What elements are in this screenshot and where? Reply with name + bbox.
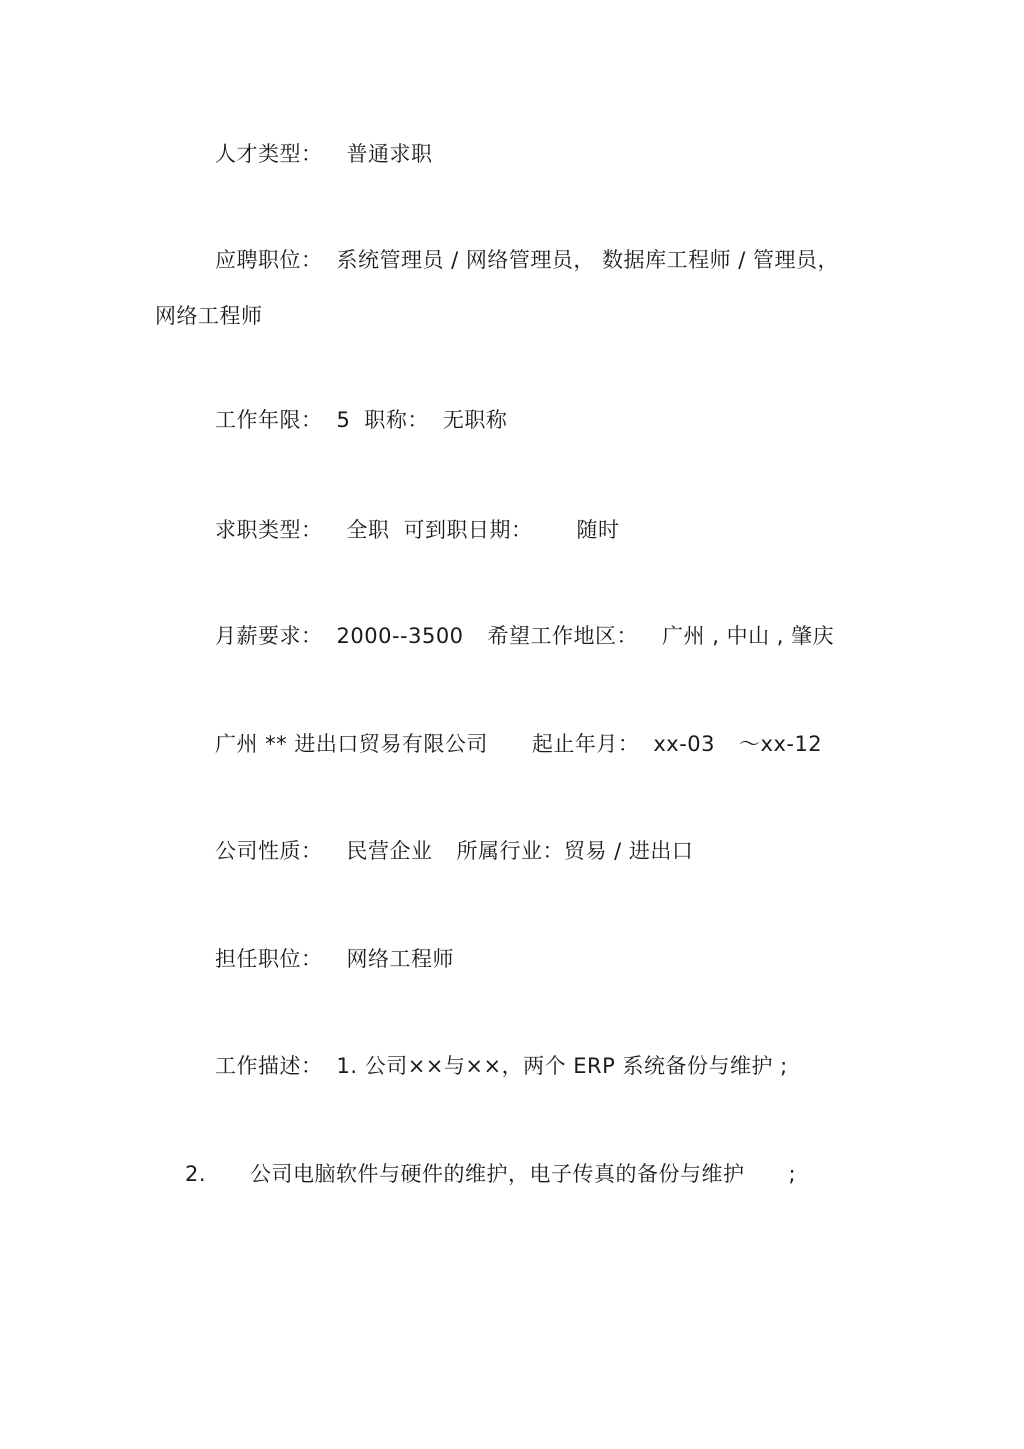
description-item-2-number: 2. <box>185 1162 207 1186</box>
role-line <box>215 945 454 973</box>
position-applied-label: 应聘职位： <box>215 248 323 272</box>
company-line <box>215 730 822 758</box>
period-start: xx-03 <box>653 732 716 756</box>
talent-type-line <box>215 140 433 168</box>
period-end: xx-12 <box>760 732 823 756</box>
description-line <box>215 1052 788 1080</box>
position-applied-line <box>215 246 839 274</box>
industry-value: 贸易 / 进出口 <box>564 839 694 863</box>
salary-line <box>215 622 834 650</box>
position-applied-value-line2: 网络工程师 <box>155 304 263 328</box>
role-value: 网络工程师 <box>346 947 454 971</box>
talent-type-value: 普通求职 <box>346 142 433 166</box>
description-item-2-text: 公司电脑软件与硬件的维护，电子传真的备份与维护 <box>250 1162 745 1186</box>
description-item-1: 1. 公司××与××，两个 ERP 系统备份与维护 ; <box>336 1054 788 1078</box>
period-label: 起止年月： <box>531 732 640 756</box>
period-separator: ～ <box>739 732 761 756</box>
job-type-label: 求职类型： <box>215 518 323 542</box>
professional-title-label: 职称： <box>364 408 429 432</box>
role-label: 担任职位： <box>215 947 323 971</box>
industry-label: 所属行业： <box>456 839 564 863</box>
job-type-value: 全职 <box>346 518 390 542</box>
salary-value: 2000--3500 <box>336 624 464 648</box>
company-nature-label: 公司性质： <box>215 839 323 863</box>
description-label: 工作描述： <box>215 1054 323 1078</box>
position-applied-continuation <box>155 302 263 330</box>
preferred-region-value: 广州 , 中山 , 肇庆 <box>662 624 835 648</box>
preferred-region-label: 希望工作地区： <box>487 624 639 648</box>
talent-type-label: 人才类型： <box>215 142 323 166</box>
work-years-value: 5 <box>336 408 351 432</box>
available-date-value: 随时 <box>576 518 620 542</box>
available-date-label: 可到职日期： <box>403 518 533 542</box>
work-years-label: 工作年限： <box>215 408 323 432</box>
company-nature-value: 民营企业 <box>346 839 433 863</box>
position-applied-value: 系统管理员 / 网络管理员， 数据库工程师 / 管理员， <box>336 248 840 272</box>
job-type-line <box>215 516 620 544</box>
professional-title-value: 无职称 <box>442 408 508 432</box>
company-nature-line <box>215 837 693 865</box>
description-item-2-end: ; <box>788 1162 797 1186</box>
salary-label: 月薪要求： <box>215 624 323 648</box>
work-years-line <box>215 406 507 434</box>
company-name: 广州 ** 进出口贸易有限公司 <box>215 732 488 756</box>
description-item-2-line <box>185 1160 796 1188</box>
